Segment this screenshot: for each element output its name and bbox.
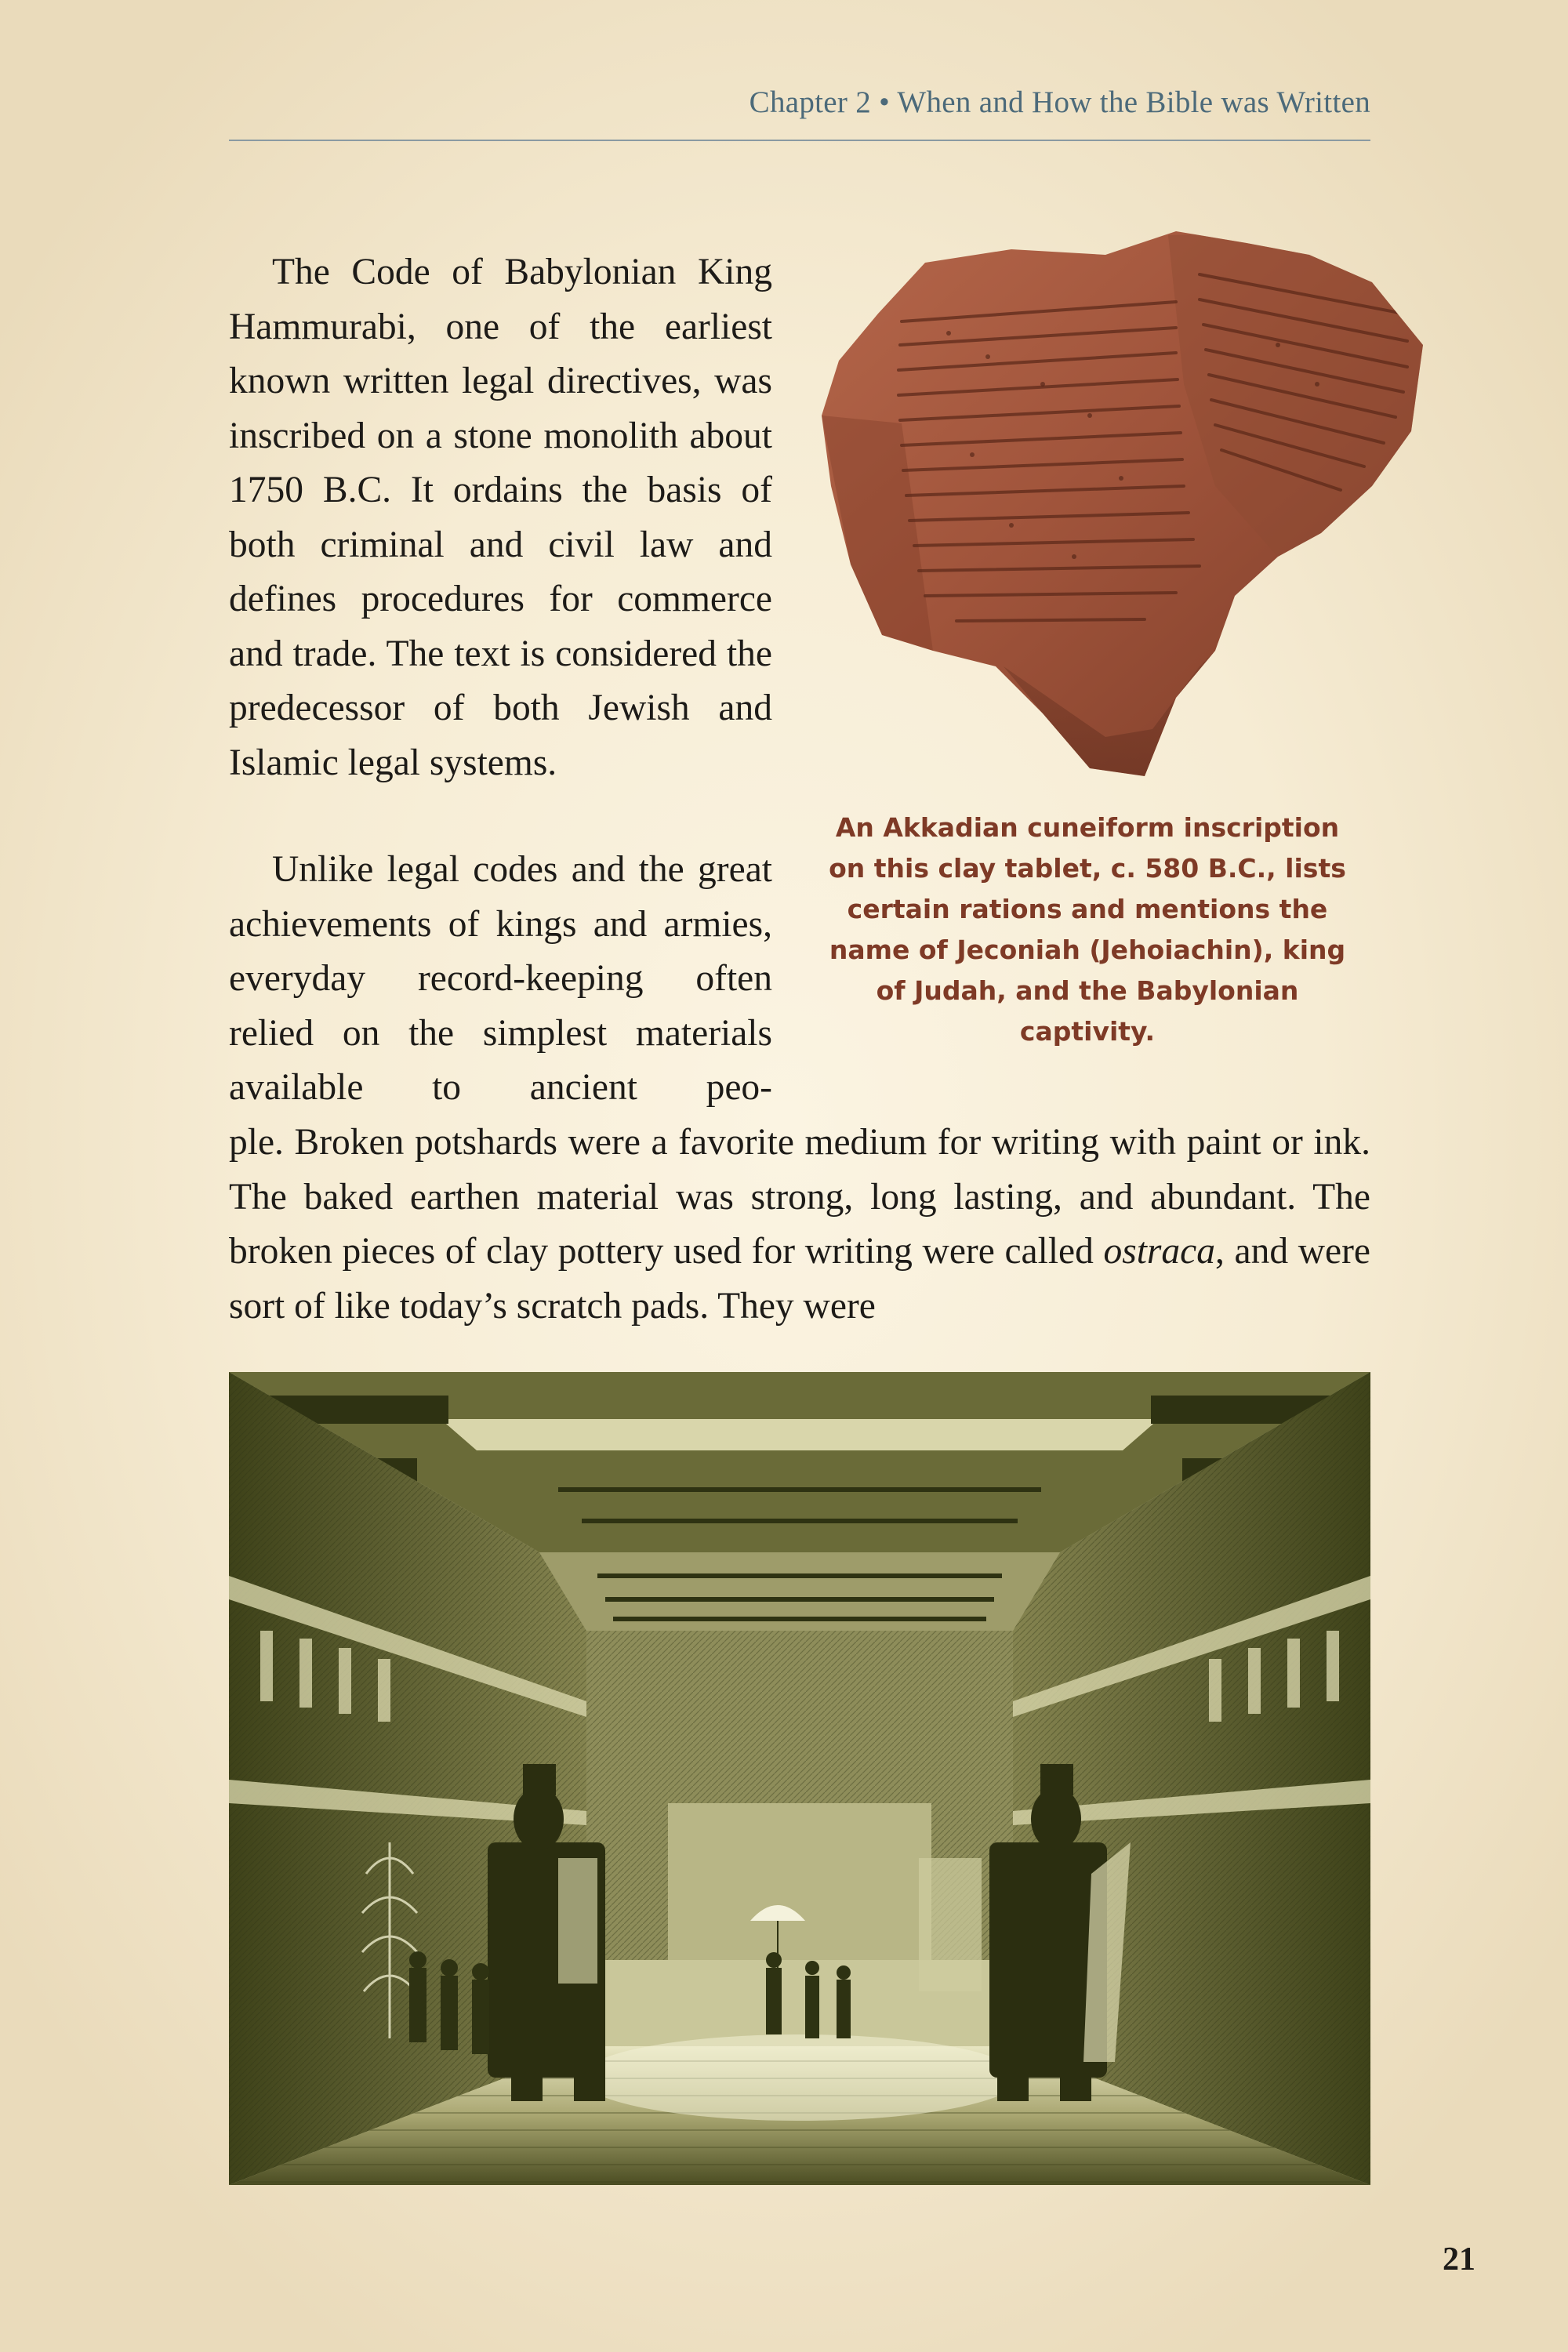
paragraph-2-wide-start: ple. Broken potshards were a favorite medium for writing with paint or ink. The baked earthen material was strong, long lasting, and abundant. The broken pieces of clay pottery used for writing were called [229,1122,1370,1272]
italic-term-ostraca: ostraca [1103,1231,1215,1272]
body-paragraph-2-wide [229,1116,1370,1334]
body-paragraph-1 [229,245,772,790]
cuneiform-tablet-image [808,227,1435,804]
assyrian-palace-engraving-image [229,1372,1370,2185]
page-number: 21 [1443,2241,1475,2278]
paragraph-1-text: The Code of Babylonian King Hammurabi, one of the earliest known written legal directives, was inscribed on a stone monolith about 1750 B.C. It ordains the basis of both criminal and civil law and defines procedures for commerce and trade. The text is considered the predecessor of both Jewish and Islamic legal systems. [229,252,772,783]
body-paragraph-2-narrow [229,843,772,1116]
paragraph-2-narrow-text: Unlike legal codes and the great achievements of kings and armies, everyday record-keeping often relied on the simplest materials available to ancient peo- [229,849,772,1108]
paragraph-2-wide-end: , and were sort of like today’s scratch pads. They were [229,1231,1370,1327]
running-head: Chapter 2 • When and How the Bible was Written [749,85,1370,119]
header-rule [229,140,1370,141]
tablet-caption: An Akkadian cuneiform inscription on this clay tablet, c. 580 B.C., lists certain rations and mentions the name of Jeconiah (Jehoiachin), king of Judah, and the Babylonian captivity. [829,812,1346,1047]
